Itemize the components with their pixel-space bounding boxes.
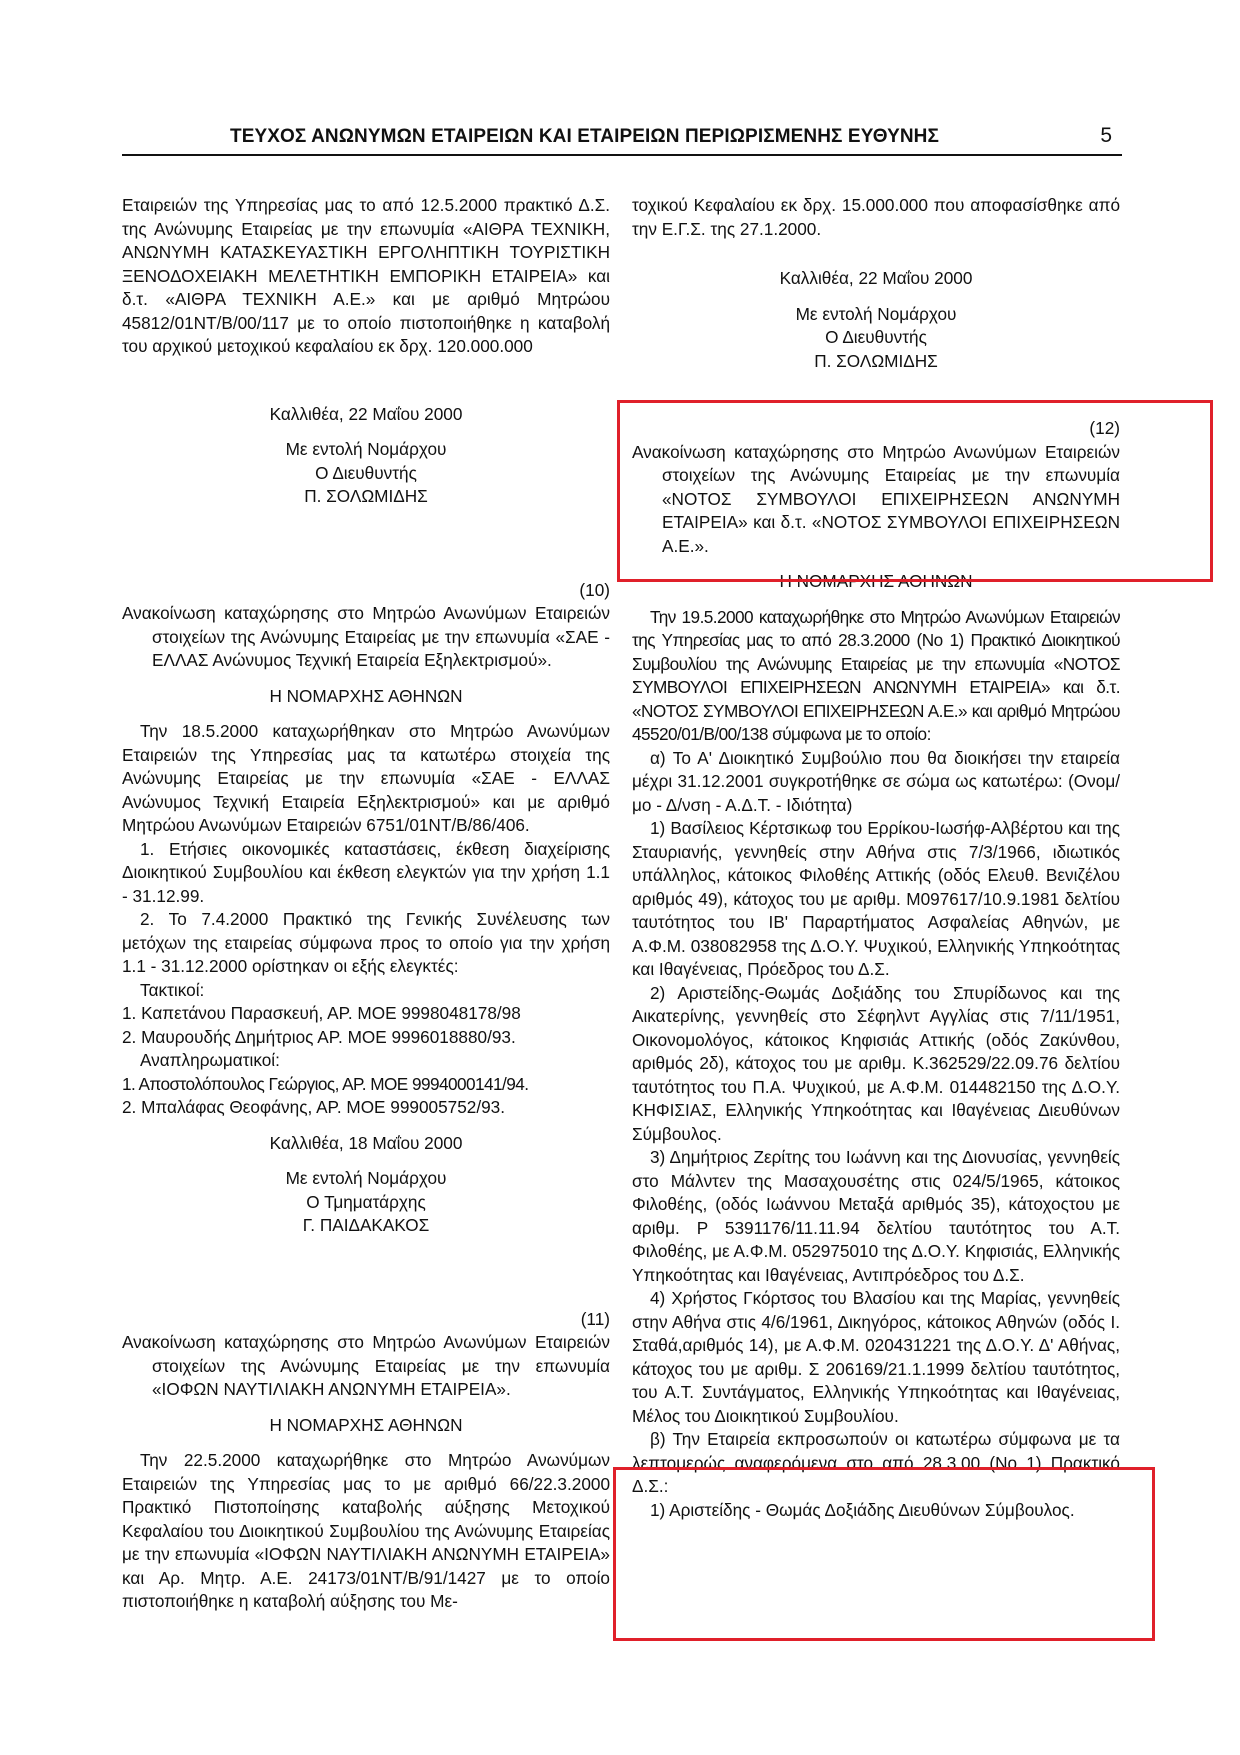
notice-number: (10) (579, 579, 610, 600)
gazette-title: ΤΕΥΧΟΣ ΑΝΩΝΥΜΩΝ ΕΤΑΙΡΕΙΩΝ ΚΑΙ ΕΤΑΙΡΕΙΩΝ ΠΕΡΙΩΡΙΣΜΕΝΗΣ ΕΥΘΥΝΗΣ (230, 126, 940, 147)
board-member-entry: 1) Βασίλειος Κέρτσικωφ του Ερρίκου-Ιωσήφ-Αλβέρτου και της Σταυριανής, γεννηθείς στην Αθήνα στις 7/3/1966, ιδιωτικός υπάλληλος, κάτοικος Φιλοθέης Αττικής (οδός Ελευθ. Βενιζέλου αριθμός 49), κάτοχος του με αριθμ. Μ097617/10.9.1981 δελτίου ταυτότητος του ΙΒ' Παραρτήματος Ασφαλείας Αθηνών, με Α.Φ.Μ. 038082958 της Δ.Ο.Υ. Ψυχικού, Ελληνικής Υπηκοότητας και Ιθαγένειας, Πρόεδρος του Δ.Σ. (632, 818, 1120, 979)
highlight-box-representation (613, 1467, 1155, 1641)
left-column (122, 194, 610, 1614)
notice-10 (122, 579, 610, 1238)
notice-body: Την 18.5.2000 καταχωρήθηκαν στο Μητρώο Ανωνύμων Εταιρειών της Υπηρεσίας μας τα κατωτέρω στοιχεία της Ανώνυμης Εταιρείας με την επωνυμία «ΣΑΕ - ΕΛΛΑΣ Ανώνυμος Τεχνική Εταιρεία Εξηλεκτρισμού» και με αριθμό Μητρώου Ανωνύμων Εταιρειών 6751/01ΝΤ/Β/86/406. (122, 721, 610, 835)
notice-item: 1. Ετήσιες οικονομικές καταστάσεις, έκθεση διαχείρισης Διοικητικού Συμβουλίου και έκθεση ελεγκτών για την χρήση 1.1 - 31.12.99. (122, 838, 610, 906)
notice-number: (11) (580, 1308, 610, 1329)
notice-11 (122, 1308, 610, 1614)
auditor-entry: 1. Αποστολόπουλος Γεώργιος, ΑΡ. ΜΟΕ 9994000141/94. (122, 1073, 529, 1094)
notice-number: (12) (1089, 418, 1120, 438)
auditor-entry: 2. Μαυρουδής Δημήτριος ΑΡ. ΜΟΕ 9996018880/93. (122, 1026, 516, 1047)
signature-name: Π. ΣΟΛΩΜΙΔΗΣ (814, 350, 938, 371)
notice-heading: Ανακοίνωση καταχώρησης στο Μητρώο Ανωνύμων Εταιρειών στοιχείων της Ανώνυμης Εταιρείας με την επωνυμία «ΙΟΦΩΝ ΝΑΥΤΙΛΙΑΚΗ ΑΝΩΝΥΜΗ ΕΤΑΙΡΕΙΑ». (122, 1332, 610, 1399)
page-number: 5 (1100, 124, 1112, 147)
signature-block-1 (122, 403, 610, 509)
signature-line: Με εντολή Νομάρχου (285, 439, 447, 459)
notice-body: Την 19.5.2000 καταχωρήθηκε στο Μητρώο Ανωνύμων Εταιρειών της Υπηρεσίας μας το από 28.3.2000 (Νο 1) Πρακτικό Διοικητικού Συμβουλίου της Ανώνυμης Εταιρείας με την επωνυμία «ΝΟΤΟΣ ΣΥΜΒΟΥΛΟΙ ΕΠΙΧΕΙΡΗΣΕΩΝ ΑΝΩΝΥΜΗ ΕΤΑΙΡΕΙΑ» και δ.τ. «ΝΟΤΟΣ ΣΥΜΒΟΥΛΟΙ ΕΠΙΧΕΙΡΗΣΕΩΝ Α.Ε.» και αριθμό Μητρώου 45520/01/Β/00/138 σύμφωνα με το οποίο: (632, 606, 1120, 744)
board-member-entry: 3) Δημήτριος Ζερίτης του Ιωάννη και της Διονυσίας, γεννηθείς στο Μάλντεν της Μασαχουσέτης στις 024/5/1965, κάτοικος Φιλοθέης, (οδός Ιωάννου Μεταξά αριθμός 35), κάτοχοςτου με αριθμ. Ρ 5391176/11.11.94 δελτίου ταυτότητος του Α.Τ. Φιλοθέης, με Α.Φ.Μ. 052975010 της Δ.Ο.Υ. Κηφισιάς, Ελληνικής Υπηκοότητας και Ιθαγένειας, Αντιπρόεδρος του Δ.Σ. (632, 1147, 1120, 1285)
signature-title: Ο Διευθυντής (825, 327, 927, 347)
signature-line: Με εντολή Νομάρχου (795, 303, 957, 324)
signature-place-date: Καλλιθέα, 22 Μαΐου 2000 (779, 268, 973, 288)
auditors-alternate-label: Αναπληρωματικοί: (140, 1050, 280, 1070)
auditors-regular-label: Τακτικοί: (140, 979, 205, 1000)
right-column (632, 194, 1120, 1522)
auditor-entry: 1. Καπετάνου Παρασκευή, ΑΡ. ΜΟΕ 9998048178/98 (122, 1003, 521, 1023)
board-member-entry: 4) Χρήστος Γκόρτσος του Βλασίου και της Μαρίας, γεννηθείς στην Αθήνα στις 4/6/1961, Δικηγόρος, κάτοικος Αθηνών (οδός Ι. Σταθά,αριθμός 14), με Α.Φ.Μ. 020431221 της Δ.Ο.Υ. Δ' Αθήνας, κάτοχος του με αριθμ. Σ 206169/21.1.1999 δελτίου ταυτότητος, του Α.Τ. Συντάγματος, Ελληνικής Υπηκοότητας και Ιθαγένειας, Μέλος του Διοικητικού Συμβουλίου. (632, 1288, 1120, 1426)
signature-place-date: Καλλιθέα, 18 Μαΐου 2000 (269, 1132, 463, 1153)
signature-title: Ο Διευθυντής (315, 462, 417, 483)
board-member-entry: 2) Αριστείδης-Θωμάς Δοξιάδης του Σπυρίδωνος και της Αικατερίνης, γεννηθείς στο Σέφηλντ Αγγλίας στις 7/11/1951, Οικονομολόγος, κάτοικος Κηφισιάς Αττικής (οδός Ζακύνθου, αριθμός 2δ), κάτοχος του με αριθμ. Κ.362529/22.09.76 δελτίου ταυτότητος του Π.Α. Ψυχικού, με Α.Φ.Μ. 014482150 της Δ.Ο.Υ. ΚΗΦΙΣΙΑΣ, Ελληνικής Υπηκοότητας και Ιθαγένειας Διευθύνων Σύμβουλος. (632, 982, 1120, 1144)
notice-item: 2. Το 7.4.2000 Πρακτικό της Γενικής Συνέλευσης των μετόχων της εταιρείας σύμφωνα προς το οποίο για την χρήση 1.1 - 31.12.2000 ορίστηκαν οι εξής ελεγκτές: (122, 909, 610, 976)
representation-intro: β) Την Εταιρεία εκπροσωπούν οι κατωτέρω σύμφωνα με τα λεπτομερώς αναφερόμενα στο από 28.3.00 (Νο 1) Πρακτικό Δ.Σ.: (632, 1429, 1120, 1496)
page-header (122, 126, 1122, 154)
highlight-box-notice-heading (617, 400, 1213, 582)
notice-heading: Ανακοίνωση καταχώρησης στο Μητρώο Ανωνύμων Εταιρειών στοιχείων της Ανώνυμης Εταιρείας με την επωνυμία «ΣΑΕ - ΕΛΛΑΣ Ανώνυμος Τεχνική Εταιρεία Εξηλεκτρισμού». (122, 603, 610, 670)
signature-name: Γ. ΠΑΙΔΑΚΑΚΟΣ (302, 1215, 430, 1235)
signature-name: Π. ΣΟΛΩΜΙΔΗΣ (304, 486, 428, 506)
signature-title: Ο Τμηματάρχης (306, 1191, 426, 1212)
right-intro-paragraph: τοχικού Κεφαλαίου εκ δρχ. 15.000.000 που αποφασίσθηκε από την Ε.Γ.Σ. της 27.1.2000. (632, 195, 1120, 239)
representative-entry: 1) Αριστείδης - Θωμάς Δοξιάδης Διευθύνων Σύμβουλος. (650, 1499, 1075, 1520)
signature-block-2 (632, 267, 1120, 373)
signature-line: Με εντολή Νομάρχου (285, 1168, 447, 1188)
auditor-entry: 2. Μπαλάφας Θεοφάνης, ΑΡ. ΜΟΕ 999005752/93. (122, 1097, 505, 1117)
notice-body: Την 22.5.2000 καταχωρήθηκε στο Μητρώο Ανωνύμων Εταιρειών της Υπηρεσίας μας το με αριθμό 66/22.3.2000 Πρακτικό Πιστοποίησης καταβολής αύξησης Μετοχικού Κεφαλαίου του Διοικητικού Συμβουλίου της Ανώνυμης Εταιρείας με την επωνυμία «ΙΟΦΩΝ ΝΑΥΤΙΛΙΑΚΗ ΑΝΩΝΥΜΗ ΕΤΑΙΡΕΙΑ» και Αρ. Μητρ. Α.Ε. 24173/01ΝΤ/Β/91/1427 με το οποίο πιστοποιήθηκε η καταβολή αύξησης του Με- (122, 1450, 610, 1611)
notice-authority: Η ΝΟΜΑΡΧΗΣ ΑΘΗΝΩΝ (269, 1414, 463, 1435)
notice-heading: Ανακοίνωση καταχώρησης στο Μητρώο Ανωνύμων Εταιρειών στοιχείων της Ανώνυμης Εταιρείας με την επωνυμία «ΝΟΤΟΣ ΣΥΜΒΟΥΛΟΙ ΕΠΙΧΕΙΡΗΣΕΩΝ ΑΝΩΝΥΜΗ ΕΤΑΙΡΕΙΑ» και δ.τ. «ΝΟΤΟΣ ΣΥΜΒΟΥΛΟΙ ΕΠΙΧΕΙΡΗΣΕΩΝ Α.Ε.». (632, 441, 1120, 556)
left-intro-paragraph: Εταιρειών της Υπηρεσίας μας το από 12.5.2000 πρακτικό Δ.Σ. της Ανώνυμης Εταιρείας με την επωνυμία «ΑΙΘΡΑ ΤΕΧΝΙΚΗ, ΑΝΩΝΥΜΗ ΚΑΤΑΣΚΕΥΑΣΤΙΚΗ ΕΡΓΟΛΗΠΤΙΚΗ ΤΟΥΡΙΣΤΙΚΗ ΞΕΝΟΔΟΧΕΙΑΚΗ ΜΕΛΕΤΗΤΙΚΗ ΕΜΠΟΡΙΚΗ ΕΤΑΙΡΕΙΑ» και δ.τ. «ΑΙΘΡΑ ΤΕΧΝΙΚΗ Α.Ε.» και με αριθμό Μητρώου 45812/01ΝΤ/Β/00/117 με το οποίο πιστοποιήθηκε η καταβολή του αρχικού μετοχικού κεφαλαίου εκ δρχ. 120.000.000 (122, 195, 610, 356)
header-rule (122, 154, 1122, 156)
board-composition-intro: α) Το Α' Διοικητικό Συμβούλιο που θα διοικήσει την εταιρεία μέχρι 31.12.2001 συγκροτήθηκε σε σώμα ως κατωτέρω: (Ονομ/μο - Δ/νση - Α.Δ.Τ. - Ιδιότητα) (632, 747, 1120, 815)
signature-place-date: Καλλιθέα, 22 Μαΐου 2000 (269, 403, 463, 424)
notice-authority: Η ΝΟΜΑΡΧΗΣ ΑΘΗΝΩΝ (779, 571, 973, 591)
notice-authority: Η ΝΟΜΑΡΧΗΣ ΑΘΗΝΩΝ (269, 685, 463, 706)
notice-12 (632, 417, 1120, 1522)
